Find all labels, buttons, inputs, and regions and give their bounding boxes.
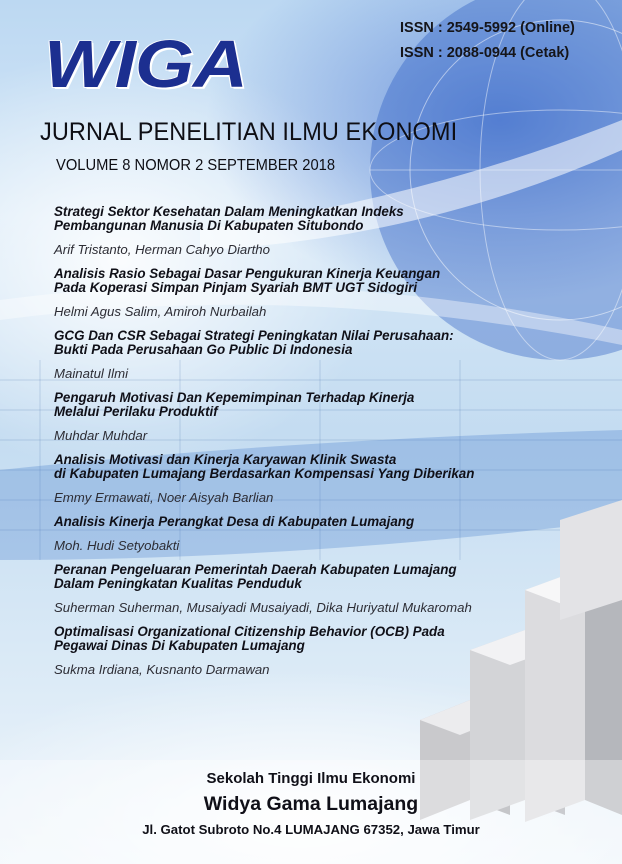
article-authors: Sukma Irdiana, Kusnanto Darmawan bbox=[54, 662, 270, 677]
journal-subtitle: JURNAL PENELITIAN ILMU EKONOMI bbox=[40, 118, 458, 146]
publisher-address: Jl. Gatot Subroto No.4 LUMAJANG 67352, Jawa Timur bbox=[142, 822, 480, 837]
article-authors: Emmy Ermawati, Noer Aisyah Barlian bbox=[54, 490, 274, 505]
article-title: GCG Dan CSR Sebagai Strategi Peningkatan Nilai Perusahaan: Bukti Pada Perusahaan Go Public Di Indonesia bbox=[54, 328, 454, 357]
article-entry bbox=[54, 329, 614, 381]
article-entry bbox=[54, 205, 614, 257]
publisher-name: Widya Gama Lumajang bbox=[203, 793, 419, 815]
table-of-contents bbox=[54, 205, 614, 687]
journal-logo: WIGA bbox=[44, 27, 247, 103]
article-authors: Mainatul Ilmi bbox=[54, 366, 129, 381]
issn-online: ISSN : 2549-5992 (Online) bbox=[400, 20, 575, 36]
article-authors: Arif Tristanto, Herman Cahyo Diartho bbox=[54, 242, 270, 257]
article-title: Analisis Rasio Sebagai Dasar Pengukuran Kinerja Keuangan Pada Koperasi Simpan Pinjam Syariah BMT UGT Sidogiri bbox=[54, 266, 441, 295]
article-entry bbox=[54, 563, 614, 615]
article-entry bbox=[54, 267, 614, 319]
article-authors: Muhdar Muhdar bbox=[54, 428, 148, 443]
publisher-line1: Sekolah Tinggi Ilmu Ekonomi bbox=[206, 770, 416, 787]
article-entry bbox=[54, 515, 614, 553]
issn-print: ISSN : 2088-0944 (Cetak) bbox=[400, 45, 570, 61]
article-title: Analisis Kinerja Perangkat Desa di Kabupaten Lumajang bbox=[54, 514, 415, 529]
article-title: Analisis Motivasi dan Kinerja Karyawan Klinik Swasta di Kabupaten Lumajang Berdasarkan Kompensasi Yang Diberikan bbox=[54, 452, 475, 481]
article-title: Peranan Pengeluaran Pemerintah Daerah Kabupaten Lumajang Dalam Peningkatan Kualitas Penduduk bbox=[54, 562, 457, 591]
article-title: Optimalisasi Organizational Citizenship Behavior (OCB) Pada Pegawai Dinas Di Kabupaten Lumajang bbox=[54, 624, 445, 653]
article-title: Strategi Sektor Kesehatan Dalam Meningkatkan Indeks Pembangunan Manusia Di Kabupaten Situbondo bbox=[54, 204, 404, 233]
article-title: Pengaruh Motivasi Dan Kepemimpinan Terhadap Kinerja Melalui Perilaku Produktif bbox=[54, 390, 415, 419]
article-entry bbox=[54, 391, 614, 443]
article-authors: Suherman Suherman, Musaiyadi Musaiyadi, Dika Huriyatul Mukaromah bbox=[54, 600, 472, 615]
article-authors: Moh. Hudi Setyobakti bbox=[54, 538, 180, 553]
article-entry bbox=[54, 453, 614, 505]
volume-issue: VOLUME 8 NOMOR 2 SEPTEMBER 2018 bbox=[56, 157, 336, 174]
article-entry bbox=[54, 625, 614, 677]
article-authors: Helmi Agus Salim, Amiroh Nurbailah bbox=[54, 304, 267, 319]
